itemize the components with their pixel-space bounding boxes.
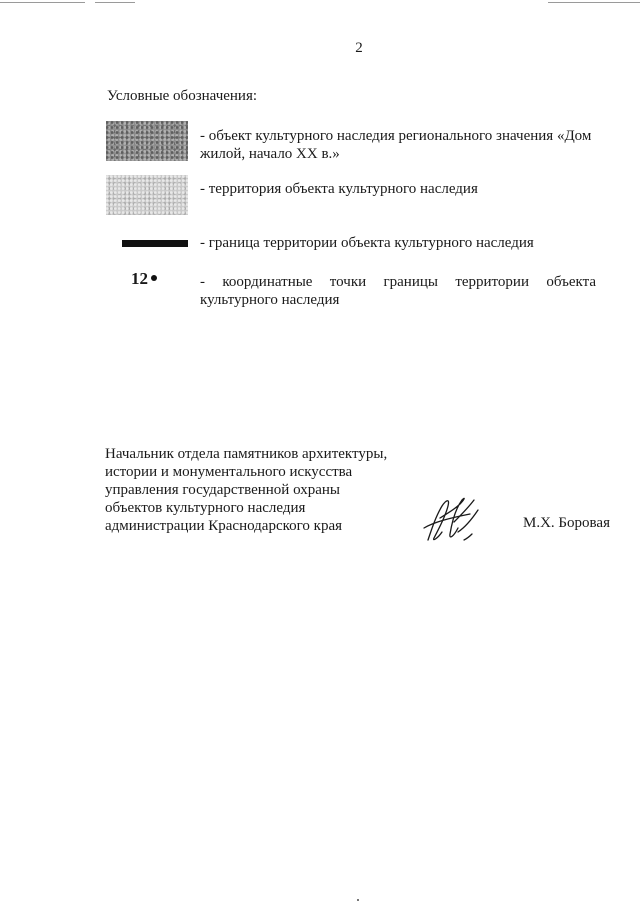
top-scan-rule-mid [95,2,135,3]
legend-item-heritage-territory: - территория объекта культурного наследия [200,181,478,197]
heritage-object-swatch-icon [106,121,188,161]
signatory-position-line: управления государственной охраны [105,482,340,498]
legend-title: Условные обозначения: [107,88,258,104]
signatory-name: М.Х. Боровая [523,515,610,531]
page-number: 2 [355,40,363,56]
boundary-line-icon [122,240,188,247]
legend-item-coordinate-points: - координатные точки границы территории объекта культурного наследия [200,274,596,308]
coordinate-point-marker [131,269,157,289]
signatory-position-line: Начальник отдела памятников архитектуры, [105,446,388,462]
coordinate-point-number: 12 [131,269,148,288]
scan-speck [357,899,359,901]
signatory-position [105,445,387,535]
heritage-territory-swatch-icon [106,175,188,215]
legend-item-heritage-object: - объект культурного наследия регионального значения «Дом жилой, начало XX в.» [200,128,592,162]
legend-item-boundary: - граница территории объекта культурного наследия [200,235,534,251]
signatory-position-line: истории и монументального искусства [105,464,353,480]
signatory-position-line: администрации Краснодарского края [105,518,343,534]
signatory-position-line: объектов культурного наследия [105,500,306,516]
handwritten-signature-icon [420,488,486,548]
point-dot-icon [151,275,157,281]
top-scan-rule-left [0,2,85,3]
top-scan-rule-right [548,2,640,3]
